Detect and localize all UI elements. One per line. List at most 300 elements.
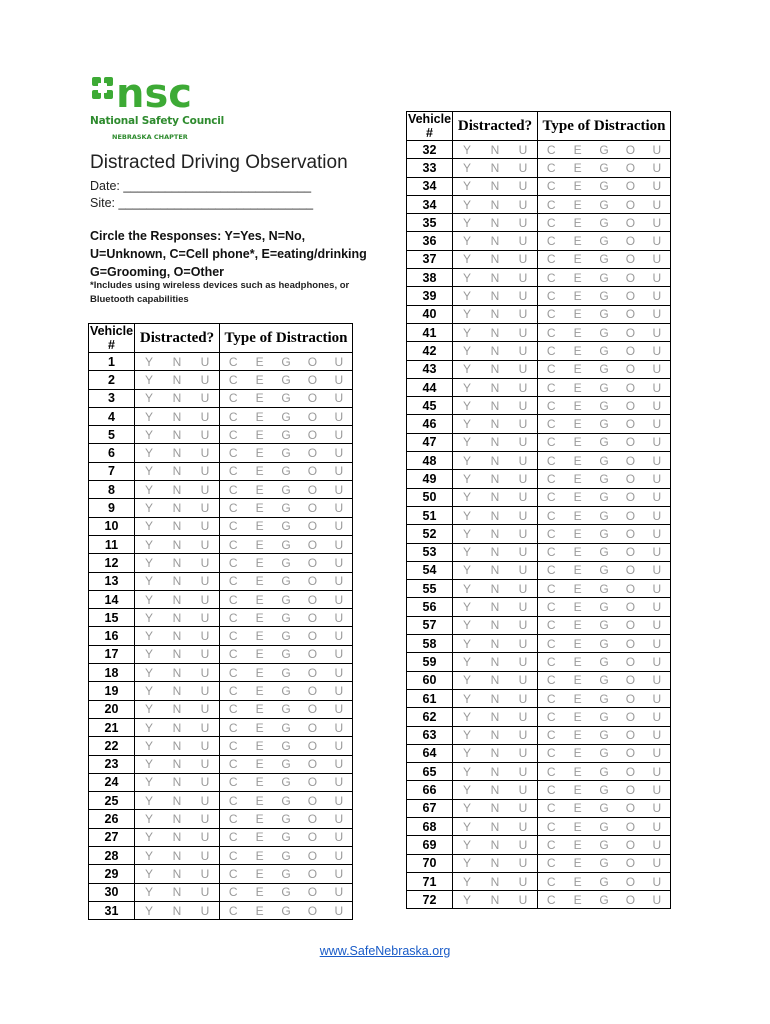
distracted-option-y[interactable]: Y — [462, 581, 471, 596]
distracted-option-y[interactable]: Y — [462, 673, 471, 688]
distracted-option-u[interactable]: U — [518, 764, 528, 779]
distracted-option-u[interactable]: U — [200, 354, 210, 369]
type-option-g[interactable]: G — [599, 874, 609, 889]
type-option-o[interactable]: O — [625, 764, 636, 779]
type-option-o[interactable]: O — [307, 775, 318, 790]
type-option-o[interactable]: O — [625, 819, 636, 834]
distracted-option-n[interactable]: N — [490, 728, 500, 743]
type-option-g[interactable]: G — [599, 362, 609, 377]
distracted-option-n[interactable]: N — [490, 508, 500, 523]
type-option-c[interactable]: C — [546, 380, 556, 395]
distracted-option-y[interactable]: Y — [462, 563, 471, 578]
type-option-o[interactable]: O — [625, 435, 636, 450]
type-option-e[interactable]: E — [255, 738, 264, 753]
type-option-c[interactable]: C — [228, 848, 238, 863]
distracted-option-n[interactable]: N — [490, 691, 500, 706]
type-option-u[interactable]: U — [334, 830, 344, 845]
distracted-option-u[interactable]: U — [200, 885, 210, 900]
distracted-option-u[interactable]: U — [200, 464, 210, 479]
type-option-o[interactable]: O — [307, 446, 318, 461]
type-option-o[interactable]: O — [307, 683, 318, 698]
distracted-option-y[interactable]: Y — [462, 783, 471, 798]
type-option-o[interactable]: O — [307, 574, 318, 589]
type-option-e[interactable]: E — [255, 812, 264, 827]
type-option-c[interactable]: C — [546, 160, 556, 175]
distracted-option-n[interactable]: N — [172, 720, 182, 735]
distracted-option-n[interactable]: N — [172, 903, 182, 918]
type-option-e[interactable]: E — [255, 793, 264, 808]
type-option-o[interactable]: O — [625, 453, 636, 468]
distracted-option-y[interactable]: Y — [462, 142, 471, 157]
distracted-option-n[interactable]: N — [172, 665, 182, 680]
distracted-option-n[interactable]: N — [490, 709, 500, 724]
type-option-g[interactable]: G — [281, 830, 291, 845]
type-option-c[interactable]: C — [228, 482, 238, 497]
type-option-c[interactable]: C — [546, 252, 556, 267]
distracted-option-y[interactable]: Y — [462, 728, 471, 743]
type-option-o[interactable]: O — [307, 537, 318, 552]
distracted-option-n[interactable]: N — [172, 848, 182, 863]
type-option-g[interactable]: G — [599, 837, 609, 852]
type-option-u[interactable]: U — [652, 197, 662, 212]
distracted-option-u[interactable]: U — [518, 142, 528, 157]
distracted-option-u[interactable]: U — [518, 819, 528, 834]
type-option-g[interactable]: G — [599, 691, 609, 706]
distracted-option-y[interactable]: Y — [462, 252, 471, 267]
type-option-o[interactable]: O — [307, 720, 318, 735]
type-option-e[interactable]: E — [255, 391, 264, 406]
distracted-option-u[interactable]: U — [200, 537, 210, 552]
type-option-e[interactable]: E — [255, 885, 264, 900]
type-option-e[interactable]: E — [573, 471, 582, 486]
distracted-option-u[interactable]: U — [200, 372, 210, 387]
type-option-o[interactable]: O — [625, 581, 636, 596]
type-option-c[interactable]: C — [228, 574, 238, 589]
distracted-option-u[interactable]: U — [200, 629, 210, 644]
type-option-u[interactable]: U — [652, 856, 662, 871]
distracted-option-u[interactable]: U — [200, 610, 210, 625]
distracted-option-u[interactable]: U — [518, 453, 528, 468]
type-option-o[interactable]: O — [625, 746, 636, 761]
type-option-u[interactable]: U — [334, 610, 344, 625]
type-option-e[interactable]: E — [573, 673, 582, 688]
distracted-option-u[interactable]: U — [518, 343, 528, 358]
distracted-option-n[interactable]: N — [490, 673, 500, 688]
distracted-option-u[interactable]: U — [518, 673, 528, 688]
type-option-o[interactable]: O — [307, 427, 318, 442]
type-option-o[interactable]: O — [625, 600, 636, 615]
type-option-e[interactable]: E — [573, 215, 582, 230]
distracted-option-n[interactable]: N — [172, 683, 182, 698]
type-option-c[interactable]: C — [228, 683, 238, 698]
type-option-g[interactable]: G — [281, 903, 291, 918]
distracted-option-u[interactable]: U — [518, 856, 528, 871]
distracted-option-y[interactable]: Y — [144, 354, 153, 369]
type-option-g[interactable]: G — [599, 563, 609, 578]
type-option-e[interactable]: E — [573, 197, 582, 212]
type-option-g[interactable]: G — [281, 501, 291, 516]
type-option-c[interactable]: C — [228, 537, 238, 552]
type-option-o[interactable]: O — [307, 647, 318, 662]
type-option-o[interactable]: O — [625, 197, 636, 212]
distracted-option-y[interactable]: Y — [144, 903, 153, 918]
distracted-option-u[interactable]: U — [200, 482, 210, 497]
type-option-u[interactable]: U — [652, 618, 662, 633]
type-option-c[interactable]: C — [228, 720, 238, 735]
type-option-u[interactable]: U — [652, 270, 662, 285]
type-option-u[interactable]: U — [652, 343, 662, 358]
type-option-u[interactable]: U — [652, 801, 662, 816]
type-option-u[interactable]: U — [652, 783, 662, 798]
type-option-g[interactable]: G — [281, 757, 291, 772]
distracted-option-n[interactable]: N — [490, 819, 500, 834]
type-option-c[interactable]: C — [546, 398, 556, 413]
distracted-option-u[interactable]: U — [200, 665, 210, 680]
type-option-o[interactable]: O — [307, 885, 318, 900]
type-option-e[interactable]: E — [573, 362, 582, 377]
type-option-u[interactable]: U — [334, 592, 344, 607]
distracted-option-y[interactable]: Y — [462, 545, 471, 560]
distracted-option-u[interactable]: U — [200, 738, 210, 753]
type-option-o[interactable]: O — [307, 519, 318, 534]
distracted-option-y[interactable]: Y — [462, 160, 471, 175]
type-option-c[interactable]: C — [228, 629, 238, 644]
type-option-o[interactable]: O — [625, 471, 636, 486]
distracted-option-y[interactable]: Y — [144, 592, 153, 607]
type-option-o[interactable]: O — [307, 501, 318, 516]
distracted-option-n[interactable]: N — [490, 270, 500, 285]
type-option-e[interactable]: E — [255, 903, 264, 918]
type-option-u[interactable]: U — [652, 636, 662, 651]
type-option-o[interactable]: O — [625, 307, 636, 322]
type-option-o[interactable]: O — [625, 325, 636, 340]
type-option-o[interactable]: O — [625, 490, 636, 505]
type-option-e[interactable]: E — [573, 435, 582, 450]
type-option-e[interactable]: E — [573, 837, 582, 852]
type-option-u[interactable]: U — [334, 537, 344, 552]
type-option-c[interactable]: C — [228, 812, 238, 827]
type-option-c[interactable]: C — [228, 555, 238, 570]
type-option-g[interactable]: G — [281, 885, 291, 900]
type-option-c[interactable]: C — [546, 417, 556, 432]
distracted-option-u[interactable]: U — [518, 417, 528, 432]
type-option-u[interactable]: U — [652, 435, 662, 450]
distracted-option-n[interactable]: N — [490, 160, 500, 175]
distracted-option-u[interactable]: U — [200, 501, 210, 516]
distracted-option-u[interactable]: U — [518, 380, 528, 395]
type-option-c[interactable]: C — [228, 775, 238, 790]
type-option-e[interactable]: E — [573, 600, 582, 615]
type-option-g[interactable]: G — [281, 610, 291, 625]
distracted-option-u[interactable]: U — [518, 179, 528, 194]
type-option-u[interactable]: U — [334, 885, 344, 900]
type-option-o[interactable]: O — [307, 610, 318, 625]
distracted-option-y[interactable]: Y — [144, 519, 153, 534]
distracted-option-y[interactable]: Y — [144, 555, 153, 570]
distracted-option-n[interactable]: N — [172, 391, 182, 406]
type-option-u[interactable]: U — [652, 362, 662, 377]
distracted-option-n[interactable]: N — [490, 490, 500, 505]
distracted-option-y[interactable]: Y — [144, 409, 153, 424]
type-option-e[interactable]: E — [573, 636, 582, 651]
type-option-g[interactable]: G — [281, 372, 291, 387]
distracted-option-u[interactable]: U — [518, 600, 528, 615]
distracted-option-y[interactable]: Y — [144, 702, 153, 717]
distracted-option-n[interactable]: N — [172, 885, 182, 900]
distracted-option-y[interactable]: Y — [462, 654, 471, 669]
type-option-g[interactable]: G — [599, 856, 609, 871]
distracted-option-y[interactable]: Y — [144, 793, 153, 808]
type-option-u[interactable]: U — [334, 354, 344, 369]
distracted-option-n[interactable]: N — [490, 343, 500, 358]
type-option-o[interactable]: O — [625, 892, 636, 907]
distracted-option-n[interactable]: N — [172, 537, 182, 552]
distracted-option-n[interactable]: N — [490, 417, 500, 432]
type-option-c[interactable]: C — [228, 885, 238, 900]
distracted-option-n[interactable]: N — [490, 252, 500, 267]
type-option-c[interactable]: C — [546, 471, 556, 486]
type-option-g[interactable]: G — [281, 720, 291, 735]
distracted-option-y[interactable]: Y — [462, 490, 471, 505]
distracted-option-y[interactable]: Y — [144, 885, 153, 900]
type-option-c[interactable]: C — [228, 866, 238, 881]
distracted-option-y[interactable]: Y — [462, 270, 471, 285]
type-option-g[interactable]: G — [281, 848, 291, 863]
distracted-option-n[interactable]: N — [490, 545, 500, 560]
type-option-o[interactable]: O — [307, 391, 318, 406]
distracted-option-y[interactable]: Y — [144, 665, 153, 680]
type-option-g[interactable]: G — [599, 160, 609, 175]
type-option-c[interactable]: C — [546, 142, 556, 157]
type-option-c[interactable]: C — [228, 592, 238, 607]
type-option-g[interactable]: G — [599, 453, 609, 468]
distracted-option-y[interactable]: Y — [462, 600, 471, 615]
type-option-g[interactable]: G — [599, 673, 609, 688]
type-option-o[interactable]: O — [625, 142, 636, 157]
type-option-g[interactable]: G — [281, 464, 291, 479]
type-option-e[interactable]: E — [573, 783, 582, 798]
distracted-option-n[interactable]: N — [172, 757, 182, 772]
type-option-g[interactable]: G — [599, 252, 609, 267]
type-option-o[interactable]: O — [625, 289, 636, 304]
distracted-option-y[interactable]: Y — [144, 629, 153, 644]
type-option-c[interactable]: C — [546, 673, 556, 688]
type-option-c[interactable]: C — [228, 354, 238, 369]
type-option-e[interactable]: E — [255, 775, 264, 790]
type-option-e[interactable]: E — [573, 270, 582, 285]
type-option-u[interactable]: U — [334, 629, 344, 644]
type-option-c[interactable]: C — [546, 581, 556, 596]
distracted-option-n[interactable]: N — [172, 738, 182, 753]
type-option-c[interactable]: C — [546, 636, 556, 651]
distracted-option-y[interactable]: Y — [462, 435, 471, 450]
type-option-o[interactable]: O — [625, 234, 636, 249]
distracted-option-u[interactable]: U — [518, 545, 528, 560]
distracted-option-n[interactable]: N — [490, 471, 500, 486]
distracted-option-u[interactable]: U — [518, 581, 528, 596]
distracted-option-n[interactable]: N — [490, 764, 500, 779]
type-option-e[interactable]: E — [573, 380, 582, 395]
distracted-option-u[interactable]: U — [518, 801, 528, 816]
distracted-option-n[interactable]: N — [490, 654, 500, 669]
type-option-e[interactable]: E — [573, 819, 582, 834]
type-option-c[interactable]: C — [546, 343, 556, 358]
type-option-o[interactable]: O — [307, 482, 318, 497]
type-option-o[interactable]: O — [625, 618, 636, 633]
type-option-o[interactable]: O — [307, 372, 318, 387]
distracted-option-u[interactable]: U — [200, 409, 210, 424]
type-option-e[interactable]: E — [255, 482, 264, 497]
type-option-u[interactable]: U — [652, 892, 662, 907]
distracted-option-n[interactable]: N — [172, 830, 182, 845]
type-option-o[interactable]: O — [307, 665, 318, 680]
type-option-g[interactable]: G — [281, 738, 291, 753]
distracted-option-y[interactable]: Y — [462, 380, 471, 395]
type-option-e[interactable]: E — [573, 289, 582, 304]
type-option-g[interactable]: G — [599, 197, 609, 212]
distracted-option-y[interactable]: Y — [144, 501, 153, 516]
distracted-option-u[interactable]: U — [518, 892, 528, 907]
type-option-e[interactable]: E — [573, 142, 582, 157]
type-option-o[interactable]: O — [625, 801, 636, 816]
type-option-e[interactable]: E — [573, 545, 582, 560]
type-option-c[interactable]: C — [228, 738, 238, 753]
type-option-u[interactable]: U — [652, 746, 662, 761]
distracted-option-y[interactable]: Y — [144, 812, 153, 827]
type-option-e[interactable]: E — [255, 427, 264, 442]
type-option-u[interactable]: U — [334, 848, 344, 863]
type-option-c[interactable]: C — [546, 837, 556, 852]
type-option-u[interactable]: U — [652, 490, 662, 505]
distracted-option-n[interactable]: N — [172, 629, 182, 644]
type-option-c[interactable]: C — [546, 526, 556, 541]
distracted-option-n[interactable]: N — [490, 362, 500, 377]
distracted-option-u[interactable]: U — [200, 812, 210, 827]
distracted-option-y[interactable]: Y — [144, 866, 153, 881]
type-option-g[interactable]: G — [281, 592, 291, 607]
type-option-e[interactable]: E — [255, 446, 264, 461]
date-field[interactable]: Date: ___________________________ — [90, 179, 312, 193]
distracted-option-y[interactable]: Y — [144, 391, 153, 406]
type-option-u[interactable]: U — [334, 446, 344, 461]
type-option-c[interactable]: C — [546, 234, 556, 249]
distracted-option-n[interactable]: N — [490, 600, 500, 615]
type-option-c[interactable]: C — [228, 647, 238, 662]
distracted-option-u[interactable]: U — [518, 398, 528, 413]
distracted-option-n[interactable]: N — [172, 501, 182, 516]
type-option-u[interactable]: U — [334, 903, 344, 918]
type-option-c[interactable]: C — [546, 289, 556, 304]
type-option-o[interactable]: O — [625, 215, 636, 230]
type-option-e[interactable]: E — [573, 618, 582, 633]
type-option-u[interactable]: U — [652, 764, 662, 779]
type-option-c[interactable]: C — [228, 464, 238, 479]
distracted-option-y[interactable]: Y — [144, 738, 153, 753]
type-option-o[interactable]: O — [625, 837, 636, 852]
distracted-option-u[interactable]: U — [518, 160, 528, 175]
type-option-c[interactable]: C — [228, 610, 238, 625]
type-option-e[interactable]: E — [573, 691, 582, 706]
type-option-o[interactable]: O — [307, 629, 318, 644]
type-option-u[interactable]: U — [334, 427, 344, 442]
distracted-option-y[interactable]: Y — [462, 179, 471, 194]
type-option-g[interactable]: G — [599, 417, 609, 432]
type-option-g[interactable]: G — [599, 892, 609, 907]
type-option-g[interactable]: G — [599, 380, 609, 395]
type-option-c[interactable]: C — [228, 446, 238, 461]
distracted-option-u[interactable]: U — [518, 636, 528, 651]
distracted-option-y[interactable]: Y — [462, 453, 471, 468]
type-option-c[interactable]: C — [546, 179, 556, 194]
distracted-option-y[interactable]: Y — [462, 837, 471, 852]
type-option-g[interactable]: G — [599, 819, 609, 834]
distracted-option-y[interactable]: Y — [462, 874, 471, 889]
type-option-e[interactable]: E — [573, 563, 582, 578]
type-option-e[interactable]: E — [573, 508, 582, 523]
type-option-g[interactable]: G — [599, 801, 609, 816]
type-option-c[interactable]: C — [546, 362, 556, 377]
distracted-option-y[interactable]: Y — [144, 610, 153, 625]
distracted-option-y[interactable]: Y — [462, 856, 471, 871]
type-option-e[interactable]: E — [573, 856, 582, 871]
type-option-c[interactable]: C — [546, 600, 556, 615]
type-option-u[interactable]: U — [652, 307, 662, 322]
distracted-option-u[interactable]: U — [518, 508, 528, 523]
distracted-option-n[interactable]: N — [172, 866, 182, 881]
type-option-c[interactable]: C — [546, 783, 556, 798]
type-option-o[interactable]: O — [625, 673, 636, 688]
distracted-option-n[interactable]: N — [490, 581, 500, 596]
type-option-o[interactable]: O — [625, 160, 636, 175]
type-option-o[interactable]: O — [625, 709, 636, 724]
type-option-o[interactable]: O — [307, 555, 318, 570]
type-option-c[interactable]: C — [546, 215, 556, 230]
distracted-option-n[interactable]: N — [172, 555, 182, 570]
type-option-c[interactable]: C — [228, 519, 238, 534]
distracted-option-u[interactable]: U — [200, 519, 210, 534]
type-option-g[interactable]: G — [281, 354, 291, 369]
type-option-e[interactable]: E — [255, 519, 264, 534]
type-option-e[interactable]: E — [573, 307, 582, 322]
type-option-e[interactable]: E — [573, 764, 582, 779]
type-option-u[interactable]: U — [334, 812, 344, 827]
type-option-e[interactable]: E — [573, 343, 582, 358]
type-option-e[interactable]: E — [573, 490, 582, 505]
type-option-g[interactable]: G — [281, 683, 291, 698]
distracted-option-u[interactable]: U — [200, 592, 210, 607]
distracted-option-u[interactable]: U — [200, 683, 210, 698]
type-option-g[interactable]: G — [599, 508, 609, 523]
distracted-option-u[interactable]: U — [518, 618, 528, 633]
type-option-g[interactable]: G — [599, 783, 609, 798]
type-option-g[interactable]: G — [599, 307, 609, 322]
type-option-e[interactable]: E — [573, 874, 582, 889]
type-option-c[interactable]: C — [228, 391, 238, 406]
type-option-e[interactable]: E — [255, 702, 264, 717]
type-option-g[interactable]: G — [599, 545, 609, 560]
distracted-option-y[interactable]: Y — [462, 746, 471, 761]
distracted-option-y[interactable]: Y — [144, 427, 153, 442]
distracted-option-n[interactable]: N — [172, 372, 182, 387]
type-option-u[interactable]: U — [334, 519, 344, 534]
type-option-e[interactable]: E — [573, 234, 582, 249]
type-option-g[interactable]: G — [599, 471, 609, 486]
distracted-option-n[interactable]: N — [490, 837, 500, 852]
type-option-e[interactable]: E — [573, 801, 582, 816]
distracted-option-n[interactable]: N — [490, 856, 500, 871]
distracted-option-u[interactable]: U — [518, 215, 528, 230]
type-option-g[interactable]: G — [599, 728, 609, 743]
